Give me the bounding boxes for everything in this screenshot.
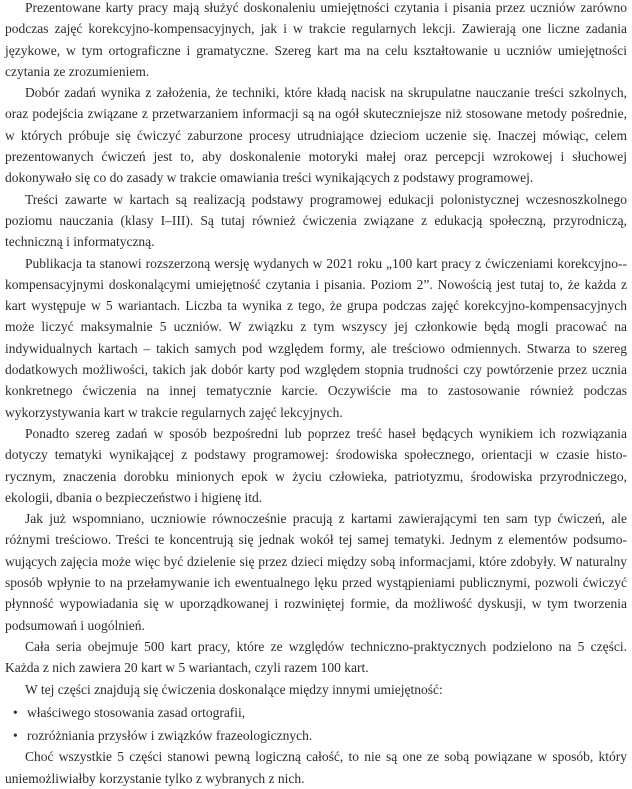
paragraph-series: Cała seria obejmuje 500 kart pracy, które ze względów techniczno-praktycznych podzielono na 5 części. Każda z nich zawiera 20 kart w 5 wariantach, czyli razem 100 kart. [5, 638, 627, 676]
paragraph-task-selection: Dobór zadań wynika z założenia, że techniki, które kładą nacisk na skrupulatne nauczanie treści szkolnych, oraz podejścia związane z przetwarzaniem informacji są na ogół skuteczniejsze niż stosowane metody pośrednie, w których próbuje się ćwiczyć zaburzone procesy utrudniające dzieciom uczenie się. Inaczej mówiąc, celem prezentowanych ćwiczeń jest to, aby doskonalenie motoryki małej oraz percepcji wzrokowej i słuchowej dokonywało się co do zasady w trakcie omawiania treści wynikających z podstawy programowej. [5, 85, 627, 186]
paragraph-closing: Choć wszystkie 5 części stanowi pewną logiczną całość, to nie są one ze sobą powiązane w sposób, który uniemożliwiałby korzystanie tylko z wybranych z nich. [5, 749, 627, 786]
skills-list [5, 702, 627, 747]
paragraph-skills-intro: W tej części znajdują się ćwiczenia doskonalące między innymi umiejętność: [25, 681, 443, 697]
list-item-text: rozróżniania przysłów i związków frazeologicznych. [27, 728, 313, 744]
document-page [5, 0, 627, 789]
list-item [5, 702, 627, 723]
bullet-icon: • [13, 704, 18, 720]
paragraph-publication: Publikacja ta stanowi rozszerzoną wersję wydanych w 2021 roku „100 kart pracy z ćwiczeniami korekcyjno--kompensacyjnymi doskonalącymi umiejętność czytania i pisania. Poziom 2”. Nowością jest tutaj to, że każda z kart występuje w 5 wariantach. Liczba ta wynika z tego, że grupa podczas zajęć korekcyjno-kompensacyjnych może liczyć maksymalnie 5 uczniów. W związku z tym wszyscy jej członkowie będą mogli pracować na indywidualnych kartach – takich samych pod względem formy, ale treściowo odmiennych. Stwarza to szereg dodatkowych możliwości, takich jak dobór karty pod względem stopnia trudności czy powtórzenie przez ucznia konkretnego ćwiczenia na innej tematycznie karcie. Oczywiście ma to zastosowanie również podczas wykorzystywania kart w trakcie regularnych zajęć lekcyjnych. [5, 255, 627, 420]
list-item-text: właściwego stosowania zasad ortografii, [27, 704, 246, 720]
paragraph-intro: Prezentowane karty pracy mają służyć doskonaleniu umiejętności czytania i pisania przez uczniów zarówno podczas zajęć korekcyjno-kompensacyjnych, jak i w trakcie regularnych lekcji. Zawierają one liczne zadania językowe, w tym ortograficzne i gramatyczne. Szereg kart ma na celu kształtowanie u uczniów umiejętności czytania ze zrozumieniem. [5, 0, 627, 79]
paragraph-topics: Ponadto szereg zadań w sposób bezpośredni lub poprzez treść haseł będących wynikiem ich rozwiązania dotyczy tematyki wynikającej z podstawy programowej: środowiska społecznego, orientacji w czasie historycznym, znaczenia dorobku minionych epok w życiu człowieka, patriotyzmu, środowiska przyrodniczego, ekologii, dbania o bezpieczeństwo i higienę itd. [5, 425, 627, 505]
paragraph-curriculum: Treści zawarte w kartach są realizacją podstawy programowej edukacji polonistycznej wczesnoszkolnego poziomu nauczania (klasy I–III). Są tutaj również ćwiczenia związane z edukacją społeczną, przyrodniczą, techniczną i informatyczną. [5, 191, 627, 250]
bullet-icon: • [13, 728, 18, 744]
paragraph-group-work: Jak już wspomniano, uczniowie równocześnie pracują z kartami zawierającymi ten sam typ ćwiczeń, ale różnymi treściowo. Treści te koncentrują się jednak wokół tej samej tematyki. Jednym z elementów podsumowujących zajęcia może więc być dzielenie się przez dzieci między sobą informacjami, które zdobyły. W naturalny sposób wpłynie to na przełamywanie ich ewentualnego lęku przed wystąpieniami publicznymi, pozwoli ćwiczyć płynność wypowiadania się w uporządkowanej i rozwiniętej formie, da możliwość dyskusji, w tym tworzenia podsumowań i uogólnień. [5, 511, 627, 633]
list-item [5, 725, 627, 746]
